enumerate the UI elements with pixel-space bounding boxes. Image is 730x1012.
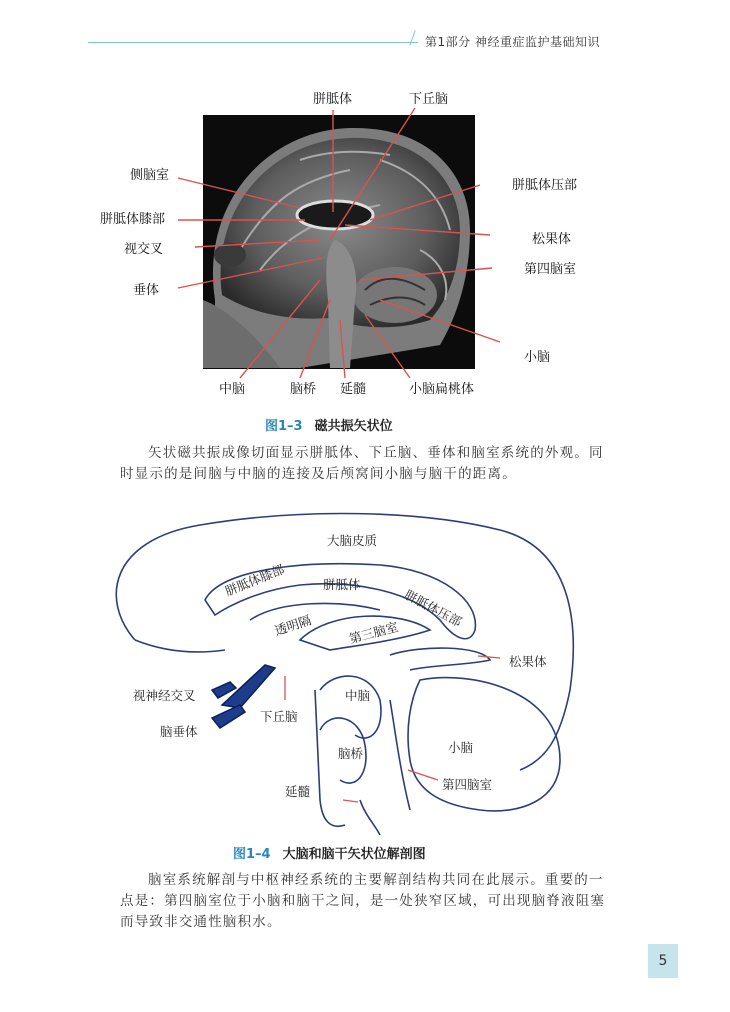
label-pituitary: 垂体 [133, 283, 160, 298]
label-hypothalamus: 下丘脑 [409, 92, 449, 107]
outline-lower [360, 800, 380, 835]
diagram-label-midbrain: 中脑 [345, 688, 371, 703]
diagram-label-cerebellum: 小脑 [448, 740, 474, 755]
figure1-paragraph: 矢状磁共振成像切面显示胼胝体、下丘脑、垂体和脑室系统的外观。同时显示的是间脑与中脑的连接及后颅窝间小脑与脑干的距离。 [120, 445, 604, 482]
diagram-label-medulla: 延髓 [285, 784, 311, 799]
figure2-paragraph: 脑室系统解剖与中枢神经系统的主要解剖结构共同在此展示。重要的一点是：第四脑室位于小脑和脑干之间，是一处狭窄区域，可出现脑脊液阻塞而导致非交通性脑积水。 [120, 872, 606, 930]
label-corpus-callosum: 胼胝体 [313, 92, 353, 107]
diagram-label-genu: 胼胝体膝部 [222, 561, 287, 599]
label-pineal: 松果体 [532, 232, 572, 247]
label-midbrain: 中脑 [219, 382, 246, 397]
outline-pineal-region [390, 648, 490, 670]
diagram-label-fourth-ventricle: 第四脑室 [442, 777, 493, 792]
figure1-caption-text: 磁共振矢状位 [314, 419, 393, 434]
diagram-label-corpus: 胼胝体 [323, 577, 361, 592]
header-title: 第1部分 神经重症监护基础知识 [425, 35, 600, 49]
diagram-label-pons: 脑桥 [338, 746, 364, 761]
diagram-label-splenium: 胼胝体压部 [402, 586, 465, 630]
label-pons: 脑桥 [290, 382, 317, 397]
outline-septum [250, 603, 380, 620]
diagram-label-pituitary: 脑垂体 [160, 724, 198, 739]
diagram-label-optic-chiasm: 视神经交叉 [133, 688, 196, 703]
label-tonsil: 小脑扁桃体 [409, 382, 475, 397]
label-fourth-ventricle: 第四脑室 [524, 262, 577, 277]
outline-inner-cortex [135, 640, 225, 652]
diagram-label-third-ventricle: 第三脑室 [347, 618, 400, 647]
page-number: 5 [648, 944, 678, 978]
label-medulla: 延髓 [340, 382, 367, 397]
label-cerebellum: 小脑 [524, 350, 551, 365]
label-genu: 胼胝体膝部 [100, 212, 166, 227]
label-optic-chiasm: 视交叉 [124, 242, 164, 257]
figure2-caption-text: 大脑和脑干矢状位解剖图 [282, 847, 426, 862]
diagram-label-hypothalamus: 下丘脑 [260, 709, 298, 724]
label-lateral-ventricle: 侧脑室 [130, 168, 170, 183]
figure2-caption-number: 图1–4 [233, 847, 271, 862]
outline-fourth-ventricle [390, 700, 410, 810]
figure1-caption-number: 图1–3 [265, 419, 303, 434]
diagram-label-septum: 透明隔 [272, 612, 313, 639]
diagram-label-pineal: 松果体 [509, 654, 547, 669]
figure2-caption [233, 843, 426, 862]
label-splenium: 胼胝体压部 [512, 178, 578, 193]
diagram-label-cortex: 大脑皮质 [327, 533, 378, 548]
